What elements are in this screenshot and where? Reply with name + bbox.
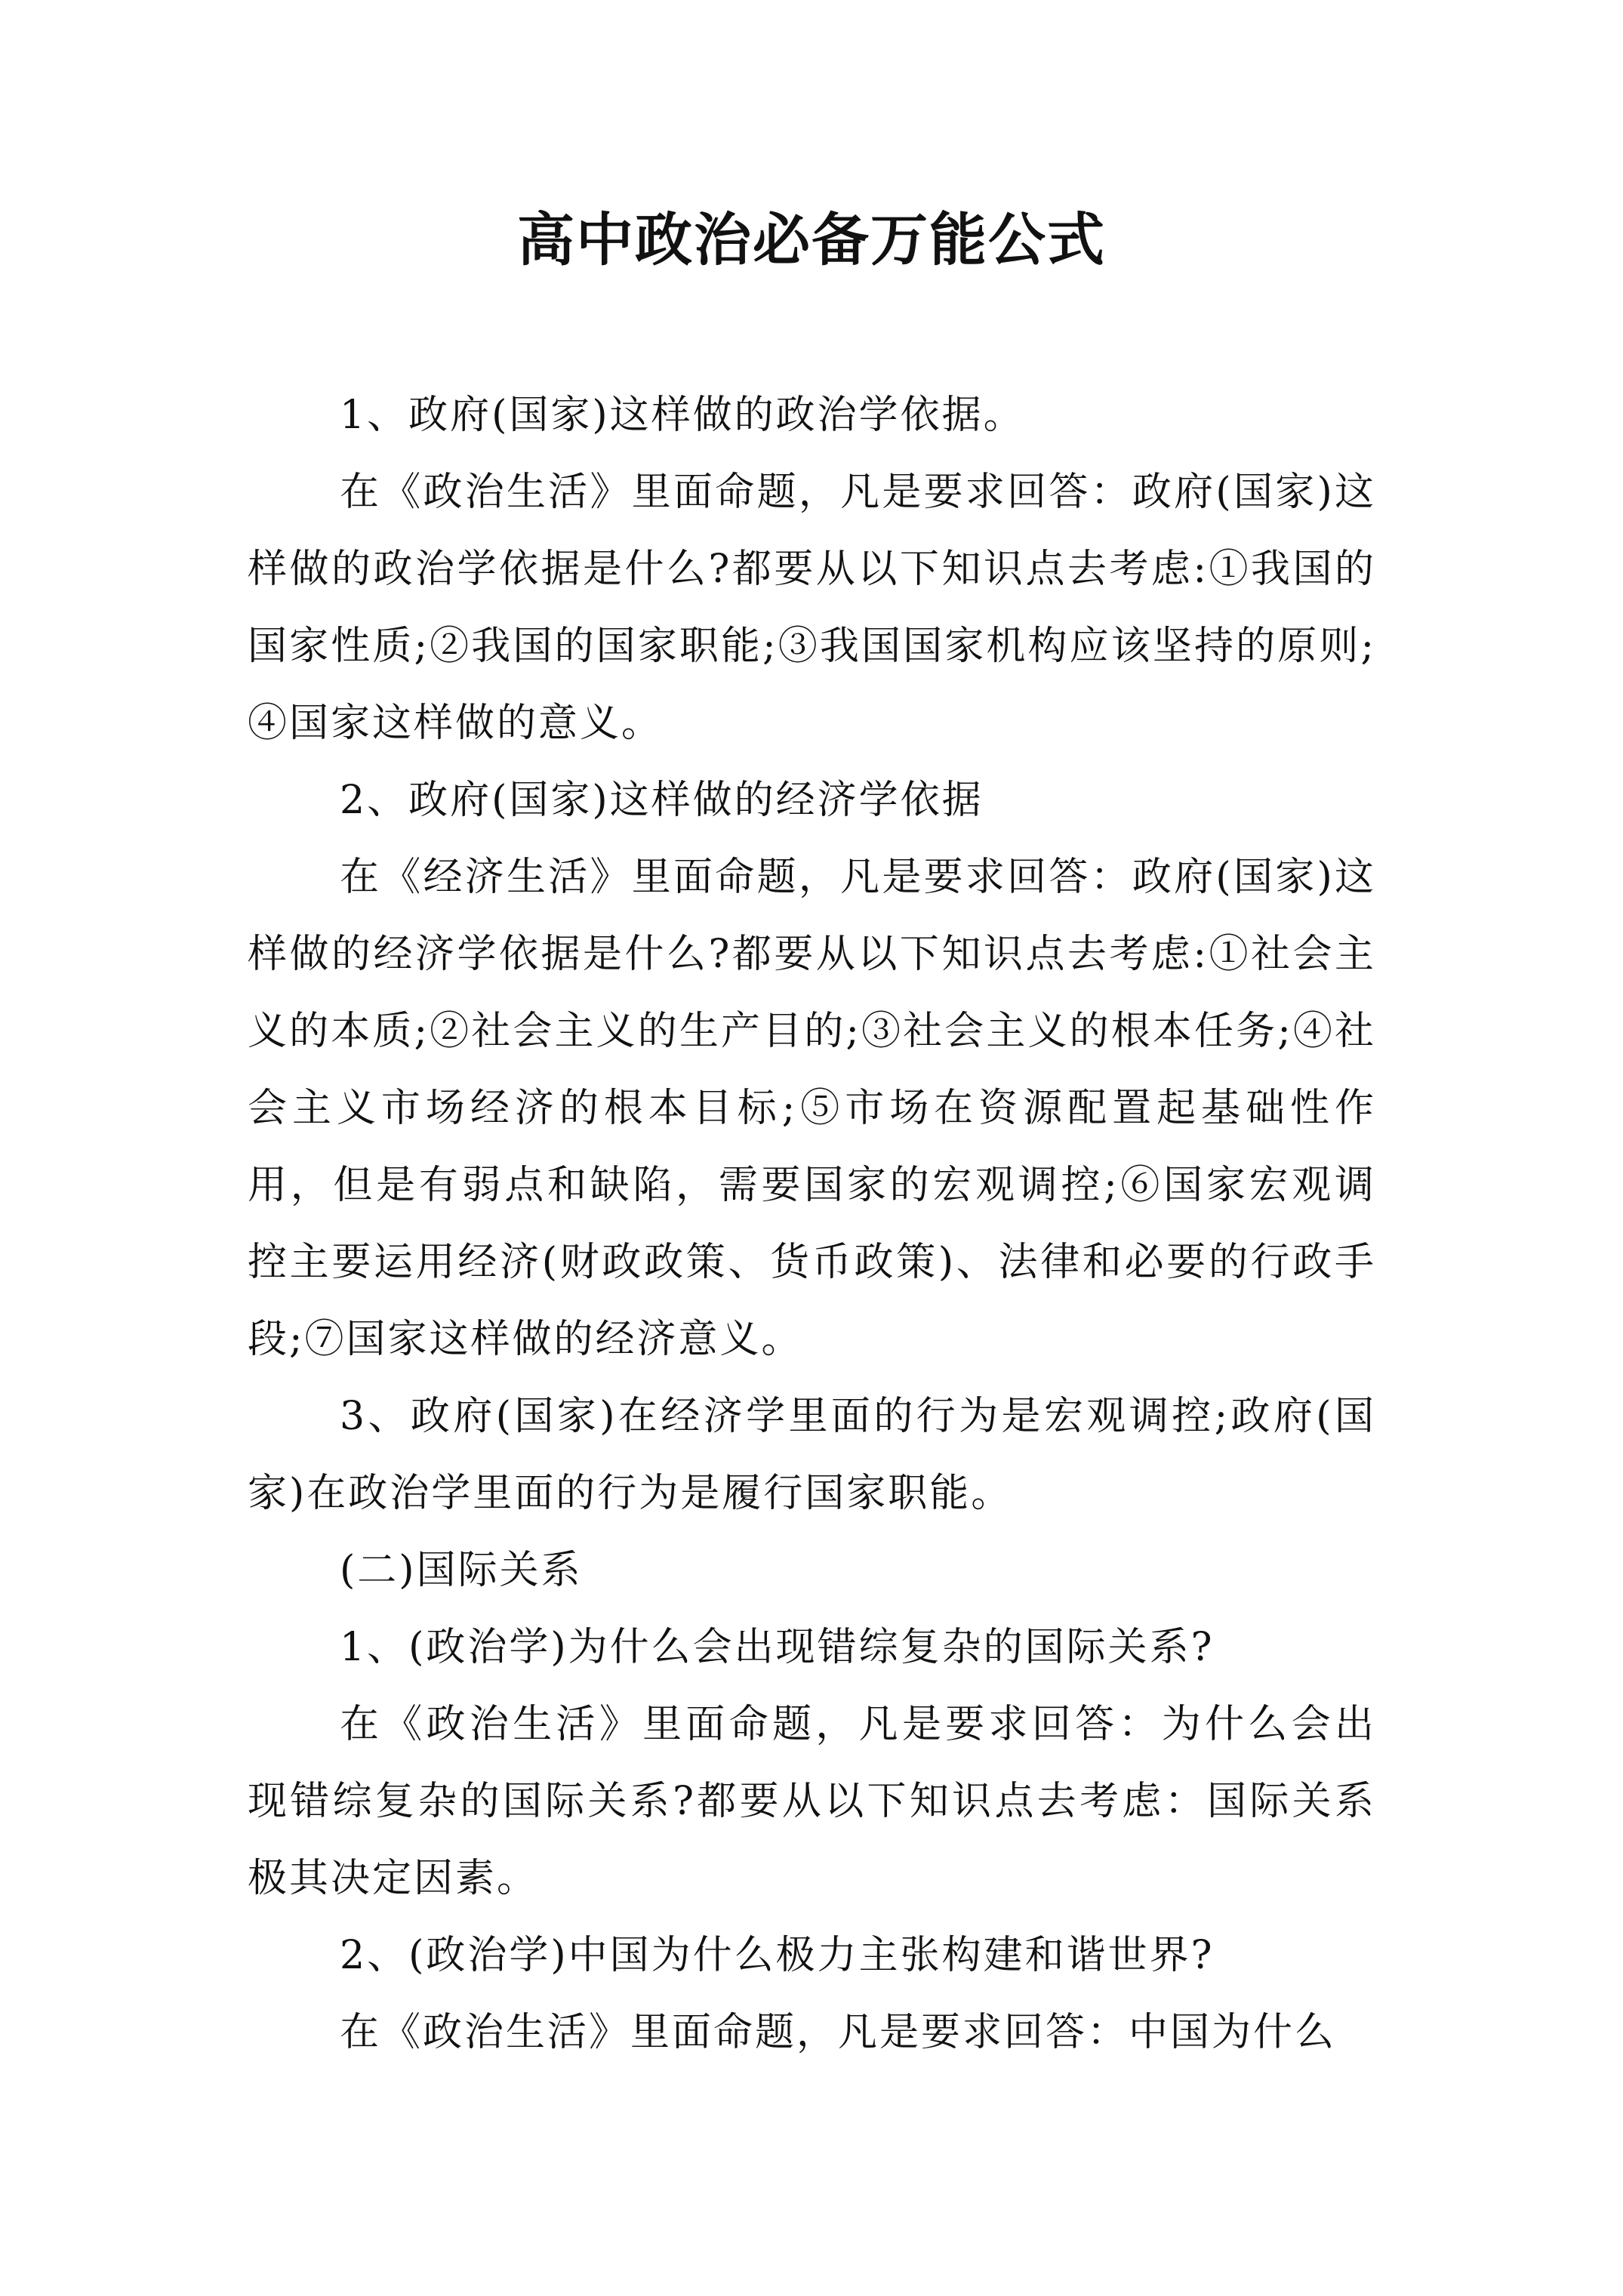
- section-heading-international-relations: (二)国际关系: [340, 1548, 583, 1593]
- paragraph-heading-complex-relations: 1、(政治学)为什么会出现错综复杂的国际关系?: [340, 1625, 1215, 1670]
- paragraph-heading-economic-basis: 2、政府(国家)这样做的经济学依据: [340, 778, 984, 823]
- document-title: 高中政治必备万能公式: [517, 206, 1106, 273]
- paragraph-heading-harmonious-world: 2、(政治学)中国为什么极力主张构建和谐世界?: [340, 1933, 1215, 1978]
- paragraph-economic-basis: 在《经济生活》里面命题，凡是要求回答：政府(国家)这样做的经济学依据是什么?都要从以下知识点去考虑:①社会主义的本质;②社会主义的生产目的;③社会主义的根本任务;④社会主义市场经济的根本目标;⑤市场在资源配置起基础性作用，但是有弱点和缺陷，需要国家的宏观调控;⑥国家宏观调控主要运用经济(财政政策、货币政策)、法律和必要的行政手段;⑦国家这样做的经济意义。: [248, 855, 1376, 1362]
- paragraph-heading-political-basis: 1、政府(国家)这样做的政治学依据。: [340, 393, 1025, 438]
- paragraph-political-basis: 在《政治生活》里面命题，凡是要求回答：政府(国家)这样做的政治学依据是什么?都要从以下知识点去考虑:①我国的国家性质;②我国的国家职能;③我国国家机构应该坚持的原则;④国家这样做的意义。: [248, 470, 1376, 746]
- document-body: [248, 377, 1376, 2071]
- paragraph-complex-relations: 在《政治生活》里面命题，凡是要求回答：为什么会出现错综复杂的国际关系?都要从以下知识点去考虑：国际关系极其决定因素。: [248, 1702, 1376, 1901]
- paragraph-government-behavior: 3、政府(国家)在经济学里面的行为是宏观调控;政府(国家)在政治学里面的行为是履行国家职能。: [248, 1394, 1376, 1516]
- paragraph-harmonious-world: 在《政治生活》里面命题，凡是要求回答：中国为什么: [340, 2010, 1337, 2055]
